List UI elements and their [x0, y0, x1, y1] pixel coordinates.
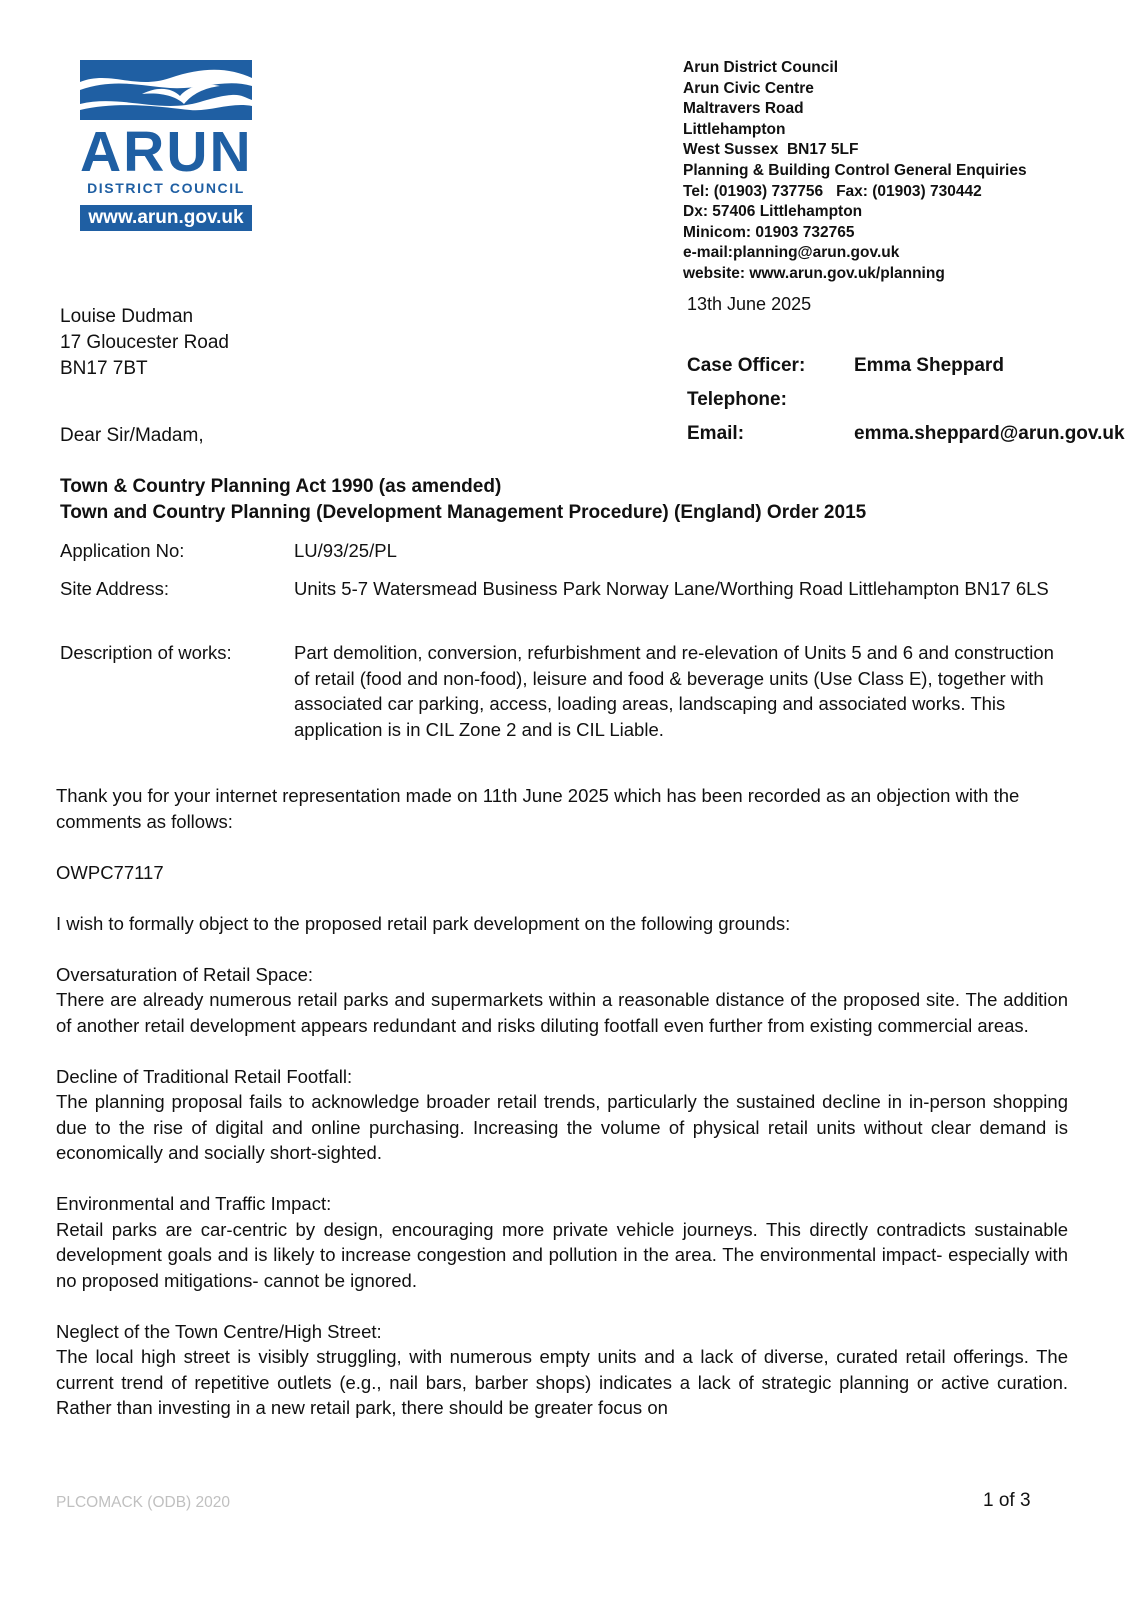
salutation: Dear Sir/Madam, [60, 425, 204, 446]
recipient-postcode: BN17 7BT [60, 358, 148, 379]
section-text: Retail parks are car-centric by design, encouraging more private vehicle journeys. This directly contradicts sustainable development goals and is likely to increase congestion and pollution in the area. The environmental impact- especially with no proposed mitigations- cannot be ignored. [56, 1218, 1068, 1291]
council-address-line: Arun District Council [683, 59, 839, 76]
case-officer-label: Case Officer: [687, 355, 806, 376]
site-address-row [60, 576, 1059, 640]
logo-subtitle: DISTRICT COUNCIL [87, 180, 245, 196]
logo-wordmark: ARUN [80, 120, 253, 184]
objection-section [56, 1064, 1068, 1166]
objection-section [56, 1191, 1068, 1293]
section-heading: Neglect of the Town Centre/High Street: [56, 1320, 382, 1342]
council-address-line: e-mail:planning@arun.gov.uk [683, 244, 900, 262]
council-address-line: Dx: 57406 Littlehampton [683, 203, 863, 221]
seagull-wave-emblem [80, 60, 252, 120]
footer-code: PLCOMACK (ODB) 2020 [56, 1494, 230, 1511]
council-address-line: West Sussex BN17 5LF [683, 141, 859, 159]
site-address: Units 5-7 Watersmead Business Park Norway Lane/Worthing Road Littlehampton BN17 6LS [294, 578, 1049, 599]
letter-date: 13th June 2025 [687, 294, 812, 314]
section-heading: Environmental and Traffic Impact: [56, 1193, 332, 1214]
description-row [60, 640, 1059, 742]
objection-section [56, 1319, 1068, 1421]
case-officer-name: Emma Sheppard [854, 355, 1004, 376]
council-address-line: Maltravers Road [683, 100, 804, 118]
section-heading: Oversaturation of Retail Space: [56, 963, 314, 985]
arun-logo [80, 60, 252, 231]
recipient-street: 17 Gloucester Road [60, 332, 229, 353]
description-of-works: Part demolition, conversion, refurbishment and re-elevation of Units 5 and 6 and construction of retail (food and non-food), leisure and food & beverage units (Use Class E), together with associated car parking, access, loading areas, landscaping and associated works. This application is in CIL Zone 2 and is CIL Liable. [294, 642, 1054, 740]
page-number: 1 of 3 [983, 1490, 1031, 1511]
section-heading: Decline of Traditional Retail Footfall: [56, 1065, 353, 1087]
telephone-label: Telephone: [687, 389, 787, 410]
section-text: There are already numerous retail parks and supermarkets within a reasonable distance of the proposed site. The addition of another retail development appears redundant and risks diluting footfall even further from existing commercial areas. [56, 989, 1068, 1036]
officer-email: emma.sheppard@arun.gov.uk [854, 423, 1125, 444]
council-address-line: Littlehampton [683, 120, 786, 138]
council-address [683, 58, 1027, 285]
legislation-heading [60, 474, 866, 526]
seagull-icon [80, 60, 252, 120]
letter-body [56, 783, 1068, 1446]
objection-section [56, 962, 1068, 1039]
council-address-line: Minicom: 01903 732765 [683, 223, 855, 241]
description-label: Description of works: [60, 642, 232, 663]
email-label: Email: [687, 423, 745, 444]
council-address-line: Planning & Building Control General Enquiries [683, 161, 1027, 179]
intro-paragraph: Thank you for your internet representation made on 11th June 2025 which has been recorded as an objection with the comments as follows: [56, 785, 1020, 832]
council-address-line: website: www.arun.gov.uk/planning [683, 264, 945, 282]
council-address-line: Arun Civic Centre [683, 79, 814, 97]
site-address-label: Site Address: [60, 578, 170, 599]
council-address-line: Tel: (01903) 737756 Fax: (01903) 730442 [683, 182, 982, 200]
application-details [60, 538, 1059, 742]
application-no-row [60, 538, 1059, 576]
application-no: LU/93/25/PL [294, 540, 397, 561]
recipient-name: Louise Dudman [60, 306, 194, 327]
act-title: Town & Country Planning Act 1990 (as amended) [60, 476, 502, 497]
recipient-address [60, 304, 229, 382]
section-text: The local high street is visibly struggling, with numerous empty units and a lack of diverse, curated retail offerings. The current trend of repetitive outlets (e.g., nail bars, barber shops) indicates a lack of strategic planning or active curation. Rather than investing in a new retail park, there should be greater focus on [56, 1346, 1068, 1418]
section-text: The planning proposal fails to acknowledge broader retail trends, particularly the sustained decline in in-person shopping due to the rise of digital and online purchasing. Increasing the volume of physical retail units without clear demand is economically and socially short-sighted. [56, 1091, 1068, 1163]
application-no-label: Application No: [60, 540, 185, 561]
opening-paragraph: I wish to formally object to the proposed retail park development on the following grounds: [56, 912, 791, 934]
reference-code: OWPC77117 [56, 861, 164, 883]
logo-url: www.arun.gov.uk [80, 205, 252, 231]
order-title: Town and Country Planning (Development Management Procedure) (England) Order 2015 [60, 502, 867, 523]
